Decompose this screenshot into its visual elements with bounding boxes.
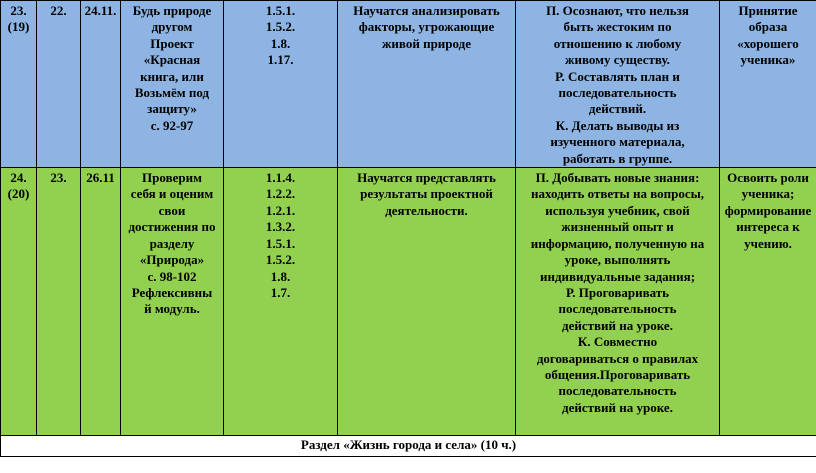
text-line: ученика; bbox=[741, 186, 795, 202]
text-line: уроке, выполнять bbox=[564, 252, 671, 268]
subject-result-cell bbox=[338, 1, 516, 168]
text-line: с. 98-102 bbox=[147, 268, 197, 284]
text-line: используя учебник, свой bbox=[545, 202, 690, 218]
text-line: деятельности. bbox=[385, 202, 468, 218]
text-line: 1.5.1. bbox=[265, 235, 296, 251]
text-line: й модуль. bbox=[144, 301, 200, 317]
row-number-cell bbox=[1, 1, 37, 168]
text-line: 1.17. bbox=[267, 52, 294, 68]
text-line: результаты проектной bbox=[360, 186, 493, 202]
text-line: учению. bbox=[744, 235, 792, 251]
text-line: живой природе bbox=[381, 35, 471, 51]
text-line: Р. Проговаривать bbox=[565, 284, 670, 300]
text-line: 1.8. bbox=[270, 35, 291, 51]
text-line: Принятие bbox=[738, 3, 798, 18]
text-line: 1.5.1. bbox=[265, 3, 296, 18]
text-line: (20) bbox=[7, 186, 30, 202]
text-line: быть жестоким по bbox=[563, 19, 672, 35]
text-line: интереса к bbox=[736, 219, 800, 235]
text-line: последовательность bbox=[558, 301, 677, 317]
text-line: последовательность bbox=[558, 85, 677, 101]
personal-result-cell bbox=[720, 1, 816, 168]
text-line: свои bbox=[158, 202, 186, 218]
text-line: 1.8. bbox=[270, 268, 291, 284]
text-line: факторы, угрожающие bbox=[358, 19, 495, 35]
text-line: 1.5.2. bbox=[265, 19, 296, 35]
text-line: 1.1.4. bbox=[265, 170, 296, 186]
text-line: «Красная bbox=[143, 52, 201, 68]
text-line: себя и оценим bbox=[130, 186, 214, 202]
text-line: с. 92-97 bbox=[150, 117, 194, 133]
text-line: изученного материала, bbox=[550, 134, 685, 150]
text-line: достижения по bbox=[128, 219, 216, 235]
text-line: Проект bbox=[150, 35, 194, 51]
text-line: ученика» bbox=[740, 52, 796, 68]
text-line: Будь природе bbox=[132, 3, 212, 18]
text-line: находить ответы на вопросы, bbox=[530, 186, 705, 202]
text-line: действий на уроке. bbox=[562, 399, 673, 415]
text-line: Научатся представлять bbox=[357, 170, 496, 186]
text-line: образа bbox=[748, 19, 788, 35]
text-line: Рефлексивны bbox=[131, 284, 213, 300]
text-line: защиту» bbox=[147, 101, 197, 117]
text-line: 1.2.2. bbox=[265, 186, 296, 202]
text-line: формирование bbox=[724, 202, 812, 218]
text-line: 23. bbox=[10, 3, 27, 18]
text-line: Р. Составлять план и bbox=[555, 68, 680, 84]
text-line: К. Делать выводы из bbox=[555, 117, 680, 133]
text-line: жизненный опыт и bbox=[561, 219, 674, 235]
section-title: Раздел «Жизнь города и села» (10 ч.) bbox=[1, 436, 816, 457]
table-row bbox=[1, 1, 816, 168]
text-line: информацию, полученную на bbox=[530, 235, 705, 251]
text-line: (19) bbox=[7, 19, 30, 35]
text-line: Освоить роли bbox=[727, 170, 809, 186]
topic-cell bbox=[121, 168, 224, 436]
text-line: К. Совместно bbox=[577, 334, 658, 350]
codes-cell bbox=[224, 168, 338, 436]
table-row bbox=[1, 168, 816, 436]
text-line: последовательность bbox=[558, 383, 677, 399]
text-line: договариваться о правилах bbox=[536, 350, 699, 366]
text-line: «хорошего bbox=[737, 35, 799, 51]
text-line: 1.7. bbox=[270, 284, 291, 300]
text-line: действий. bbox=[588, 101, 647, 117]
text-line: индивидуальные задания; bbox=[539, 268, 696, 284]
text-line: действий на уроке. bbox=[562, 317, 673, 333]
date-cell: 24.11. bbox=[81, 1, 121, 168]
section-row bbox=[1, 436, 816, 457]
text-line: «Природа» bbox=[139, 252, 205, 268]
text-line: отношению к любому bbox=[553, 35, 682, 51]
text-line: П. Осознают, что нельзя bbox=[546, 3, 689, 18]
text-line: 24. bbox=[10, 170, 27, 186]
subject-result-cell bbox=[338, 168, 516, 436]
text-line: Проверим bbox=[142, 170, 202, 186]
text-line: 1.3.2. bbox=[265, 219, 296, 235]
codes-cell bbox=[224, 1, 338, 168]
text-line: живому существу. bbox=[565, 52, 670, 68]
text-line: общения.Проговаривать bbox=[544, 366, 691, 382]
text-line: книга, или bbox=[140, 68, 204, 84]
personal-result-cell bbox=[720, 168, 816, 436]
text-line: Возьмём под bbox=[134, 85, 210, 101]
topic-cell bbox=[121, 1, 224, 168]
text-line: 1.5.2. bbox=[265, 252, 296, 268]
row-number-cell bbox=[1, 168, 37, 436]
text-line: П. Добывать новые знания: bbox=[535, 170, 700, 186]
lesson-number-cell: 22. bbox=[37, 1, 81, 168]
text-line: 1.2.1. bbox=[265, 202, 296, 218]
text-line: Научатся анализировать bbox=[353, 3, 500, 18]
text-line: другом bbox=[151, 19, 193, 35]
date-cell: 26.11 bbox=[81, 168, 121, 436]
lesson-number-cell: 23. bbox=[37, 168, 81, 436]
text-line: разделу bbox=[149, 235, 195, 251]
uud-cell bbox=[516, 168, 720, 436]
uud-cell bbox=[516, 1, 720, 168]
text-line: работать в группе. bbox=[562, 150, 673, 166]
